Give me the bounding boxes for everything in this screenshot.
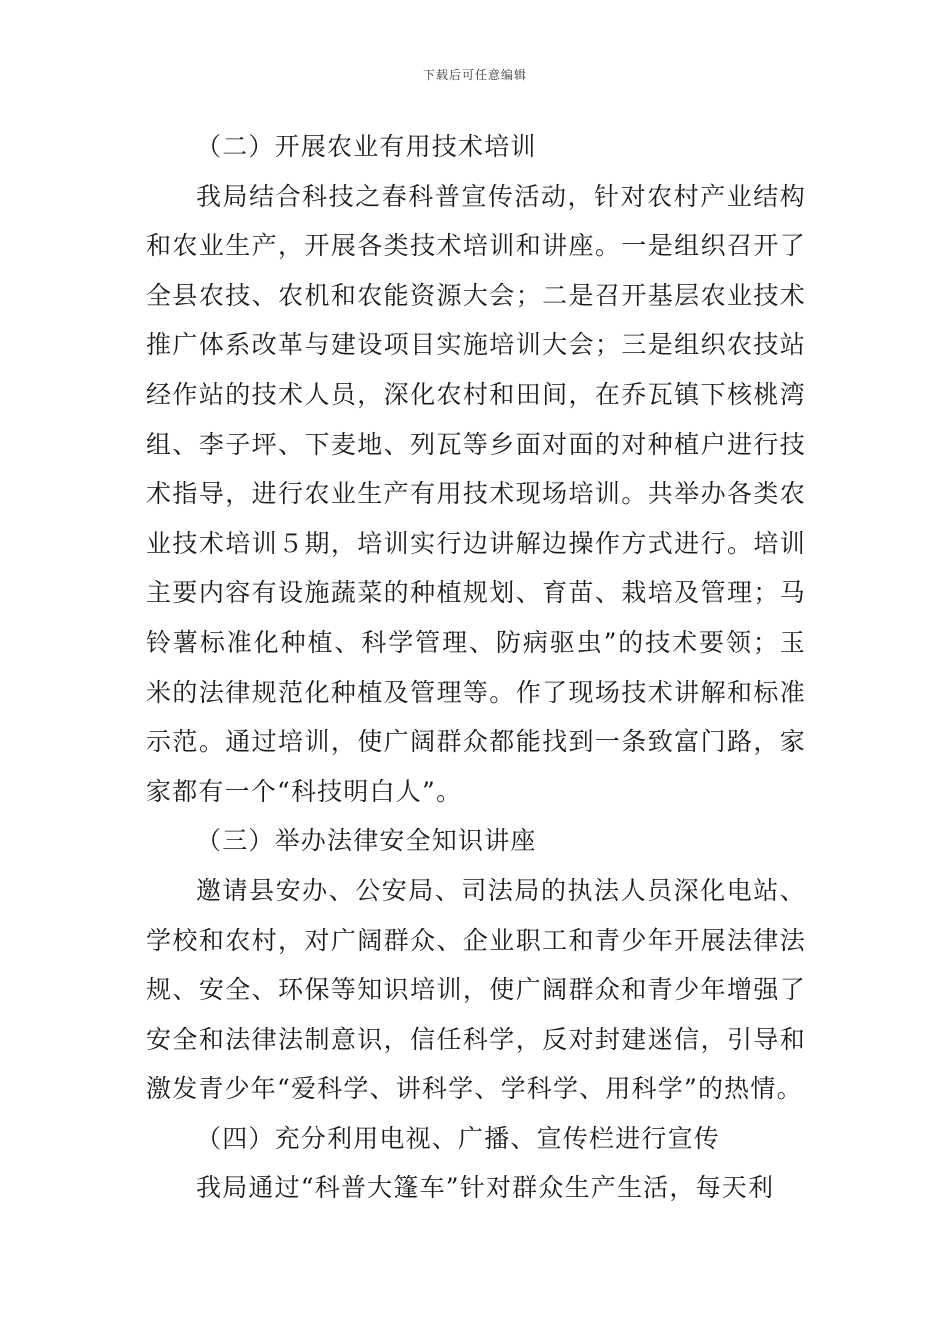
- section2-paragraph: 我局结合科技之春科普宣传活动，针对农村产业结构和农业生产，开展各类技术培训和讲座。一是组织召开了全县农技、农机和农能资源大会；二是召开基层农业技术推广体系改革与建设项目实施培训大会；三是组织农技站经作站的技术人员，深化农村和田间，在乔瓦镇下核桃湾组、李子坪、下麦地、列瓦等乡面对面的对种植户进行技术指导，进行农业生产有用技术现场培训。共举办各类农业技术培训５期，培训实行边讲解边操作方式进行。培训主要内容有设施蔬菜的种植规划、育苗、栽培及管理；马铃薯标准化种植、科学管理、防病驱虫”的技术要领；玉米的法律规范化种植及管理等。作了现场技术讲解和标准示范。通过培训，使广阔群众都能找到一条致富门路，家家都有一个“科技明白人”。: [146, 181, 806, 806]
- document-body: [146, 122, 806, 1213]
- header-note: 下载后可任意编辑: [422, 68, 527, 82]
- section2-heading: （二）开展农业有用技术培训: [196, 132, 537, 161]
- section3-heading: （三）举办法律安全知识讲座: [196, 826, 537, 856]
- section3-paragraph: 邀请县安办、公安局、司法局的执法人员深化电站、学校和农村，对广阔群众、企业职工和青少年开展法律法规、安全、环保等知识培训，使广阔群众和青少年增强了安全和法律法制意识，信任科学，反对封建迷信，引导和激发青少年“爱科学、讲科学、学科学、用科学”的热情。: [146, 875, 806, 1104]
- section4-paragraph: 我局通过“科普大篷车”针对群众生产生活，每天利: [196, 1173, 775, 1203]
- section4-heading: （四）充分利用电视、广播、宣传栏进行宣传: [196, 1123, 721, 1153]
